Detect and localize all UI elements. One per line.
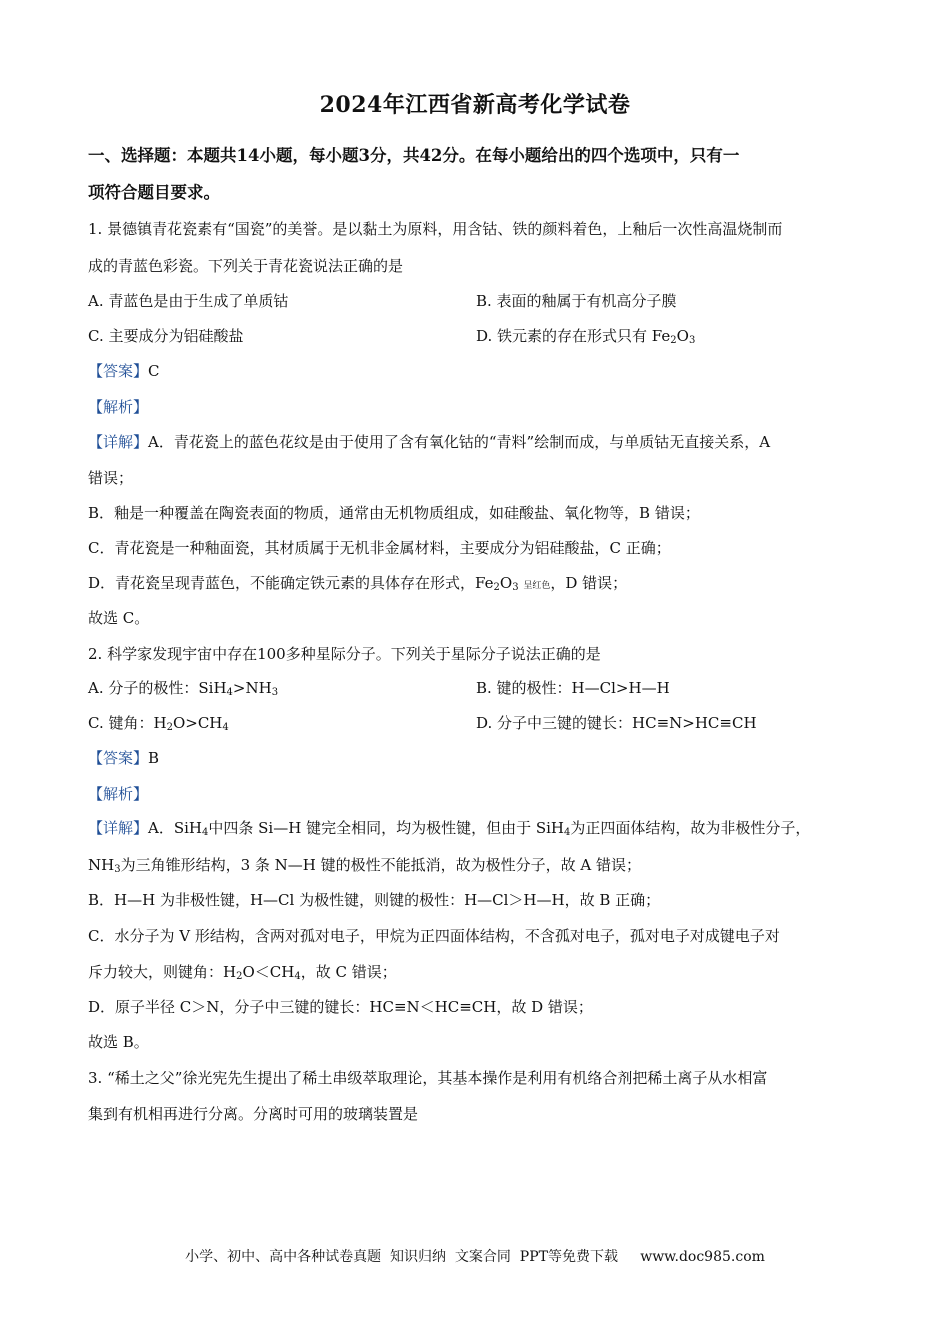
- answer-value: C: [148, 362, 160, 380]
- q1-stem-line-1: 1. 景德镇青花瓷素有“国瓷”的美誉。是以黏土为原料，用含钴、铁的颜料着色，上釉后一次性高温烧制而: [88, 220, 783, 238]
- q2-option-a: A. 分子的极性：$SiH_4>NH_3$: [88, 679, 279, 698]
- page-title: 2024年江西省新高考化学试卷: [319, 92, 631, 118]
- q2-detail-line-2: $NH_3$为三角锥形结构，3 条 N—H 键的极性不能抵消，故为极性分子，故 A 错误；: [88, 856, 642, 875]
- q1-detail-line-3: B．釉是一种覆盖在陶瓷表面的物质，通常由无机物质组成，如硅酸盐、氧化物等，B 错误；: [88, 504, 700, 522]
- detail-tag: 【详解】: [88, 819, 149, 837]
- q2-option-c: C. 键角：$H_2O>CH_4$: [88, 714, 229, 733]
- q1-detail-line-6: 故选 C。: [88, 609, 150, 627]
- detail-tag: 【详解】: [88, 433, 149, 451]
- q2-option-b: B. 键的极性：H—Cl>H—H: [476, 679, 670, 697]
- section-heading-line-2: 项符合题目要求。: [88, 183, 220, 202]
- q2-detail-line-3: B．H—H 为非极性键，H—Cl 为极性键，则键的极性：H—Cl＞H—H，故 B 正确；: [88, 891, 661, 909]
- section-heading-line-1: 一、选择题：本题共14小题，每小题3分，共42分。在每小题给出的四个选项中，只有一: [88, 146, 740, 165]
- q2-option-d: D. 分子中三键的键长：HC≡N>HC≡CH: [476, 714, 757, 732]
- q1-option-a: A. 青蓝色是由于生成了单质钴: [88, 292, 289, 310]
- q1-detail-line-1: 【详解】A．青花瓷上的蓝色花纹是由于使用了含有氧化钴的“青料”绘制而成，与单质钴无直接关系，A: [88, 433, 771, 451]
- q1-option-d: D. 铁元素的存在形式只有 $Fe_2O_3$: [476, 327, 696, 346]
- answer-value: B: [148, 749, 160, 767]
- q2-detail-line-1: 【详解】A．SiH$_4$中四条 Si—H 键完全相同，均为极性键，但由于 SiH$_4$为正四面体结构，故为非极性分子，: [88, 819, 811, 838]
- q1-detail-line-5: D．青花瓷呈现青蓝色，不能确定铁元素的具体存在形式，$Fe_2O_3$ 呈红色，D 错误；: [88, 574, 628, 593]
- q2-detail-line-6: D．原子半径 C＞N，分子中三键的键长：HC≡N＜HC≡CH，故 D 错误；: [88, 998, 593, 1016]
- q1-detail-line-2: 错误；: [88, 469, 134, 487]
- q2-analysis-tag: 【解析】: [88, 785, 149, 803]
- q3-stem-line-1: 3. “稀土之父”徐光宪先生提出了稀土串级萃取理论，其基本操作是利用有机络合剂把稀土离子从水相富: [88, 1069, 768, 1087]
- q2-answer: [88, 748, 159, 768]
- answer-tag: 【答案】: [88, 362, 149, 380]
- q2-detail-line-7: 故选 B。: [88, 1033, 149, 1051]
- q2-detail-line-5: 斥力较大，则键角：$H_2O<CH_4$，故 C 错误；: [88, 963, 397, 982]
- q1-option-c: C. 主要成分为铝硅酸盐: [88, 327, 244, 345]
- answer-tag: 【答案】: [88, 749, 149, 767]
- q1-detail-line-4: C．青花瓷是一种釉面瓷，其材质属于无机非金属材料，主要成分为铝硅酸盐，C 正确；: [88, 539, 671, 557]
- q3-stem-line-2: 集到有机相再进行分离。分离时可用的玻璃装置是: [88, 1105, 419, 1123]
- page-footer: 小学、初中、高中各种试卷真题 知识归纳 文案合同 PPT等免费下载 www.doc985.com: [185, 1249, 765, 1265]
- q2-stem: 2. 科学家发现宇宙中存在100多种星际分子。下列关于星际分子说法正确的是: [88, 645, 601, 663]
- q1-option-b: B. 表面的釉属于有机高分子膜: [476, 292, 677, 310]
- q1-analysis-tag: 【解析】: [88, 398, 149, 416]
- q2-detail-line-4: C．水分子为 V 形结构，含两对孤对电子，甲烷为正四面体结构，不含孤对电子，孤对电子对成键电子对: [88, 927, 780, 945]
- q1-answer: [88, 361, 160, 381]
- q1-stem-line-2: 成的青蓝色彩瓷。下列关于青花瓷说法正确的是: [88, 257, 404, 275]
